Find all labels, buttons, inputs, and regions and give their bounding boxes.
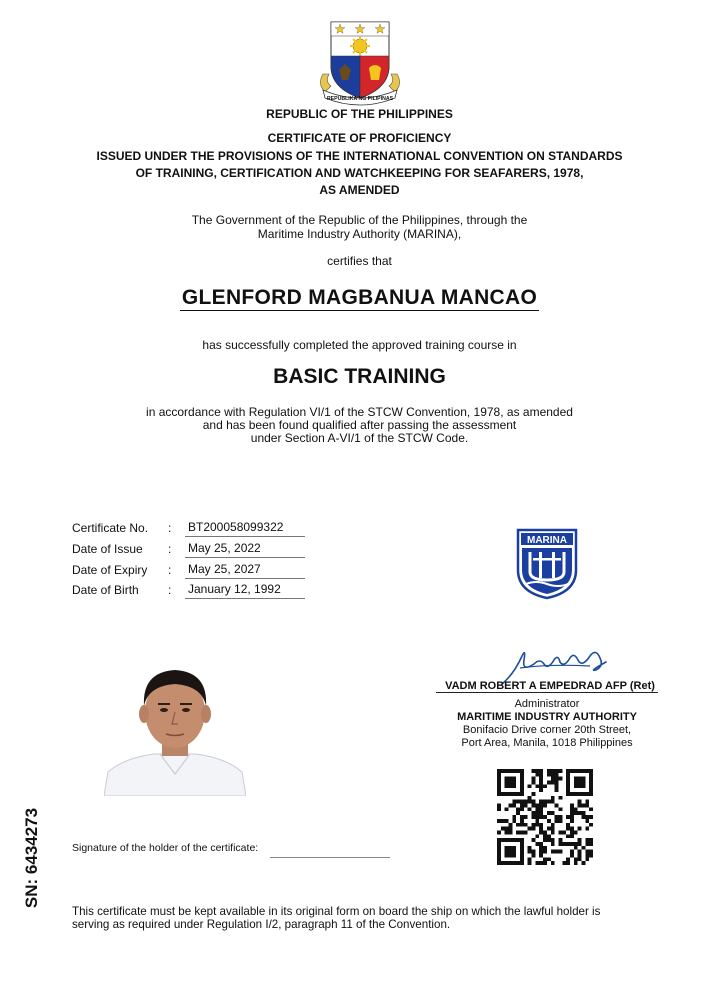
marina-logo <box>516 528 578 600</box>
serial-number <box>18 806 48 918</box>
intro-line-2: Maritime Industry Authority (MARINA), <box>257 227 462 241</box>
signatory-position: Administrator <box>514 698 580 710</box>
certifies-text: certifies that <box>327 254 392 268</box>
accordance-line-1: in accordance with Regulation VI/1 of the STCW Convention, 1978, as amended <box>146 405 573 419</box>
holder-signature-label: Signature of the holder of the certificate: <box>72 842 259 854</box>
field-colon: : <box>168 521 172 535</box>
seal-motto: REPUBLIKA NG PILIPINAS <box>326 96 394 102</box>
agency-address-2: Port Area, Manila, 1018 Philippines <box>461 737 633 749</box>
field-colon: : <box>168 563 172 577</box>
date-of-issue-label: Date of Issue <box>72 542 143 556</box>
agency-address-1: Bonifacio Drive corner 20th Street, <box>462 724 632 736</box>
certificate-no-value: BT200058099322 <box>185 519 305 537</box>
date-of-expiry-value: May 25, 2027 <box>185 561 305 579</box>
philippine-coat-of-arms <box>315 14 405 106</box>
footer-line-1: This certificate must be kept available in its original form on board the ship on which the lawful holder is <box>72 905 601 918</box>
completed-text: has successfully completed the approved training course in <box>202 338 517 352</box>
qr-code <box>497 769 593 865</box>
certificate-no-label: Certificate No. <box>72 521 149 535</box>
holder-photo <box>104 662 246 796</box>
holder-signature-line <box>270 857 390 858</box>
field-colon: : <box>168 583 172 597</box>
signatory-name: VADM ROBERT A EMPEDRAD AFP (Ret) <box>445 680 655 692</box>
course-title: BASIC TRAINING <box>273 365 446 388</box>
marina-logo-text: MARINA <box>527 535 567 546</box>
serial-number-text: SN: 6434273 <box>22 807 41 909</box>
date-of-expiry-label: Date of Expiry <box>72 563 148 577</box>
accordance-line-3: under Section A-VI/1 of the STCW Code. <box>250 431 469 445</box>
intro-line-1: The Government of the Republic of the Philippines, through the <box>191 213 528 227</box>
certificate-title: CERTIFICATE OF PROFICIENCY <box>267 131 452 145</box>
signature-line <box>436 692 658 693</box>
holder-name-text: GLENFORD MAGBANUA MANCAO <box>181 286 538 309</box>
date-of-birth-value: January 12, 1992 <box>185 581 305 599</box>
signatory-agency: MARITIME INDUSTRY AUTHORITY <box>457 711 637 723</box>
accordance-line-2: and has been found qualified after passing the assessment <box>202 418 517 432</box>
country-heading: REPUBLIC OF THE PHILIPPINES <box>266 107 453 121</box>
footer-line-2: serving as required under Regulation I/2, paragraph 11 of the Convention. <box>72 918 451 931</box>
convention-line-3: AS AMENDED <box>319 183 400 197</box>
date-of-issue-value: May 25, 2022 <box>185 540 305 558</box>
field-colon: : <box>168 542 172 556</box>
convention-line-2: OF TRAINING, CERTIFICATION AND WATCHKEEPING FOR SEAFARERS, 1978, <box>135 166 584 180</box>
convention-line-1: ISSUED UNDER THE PROVISIONS OF THE INTERNATIONAL CONVENTION ON STANDARDS <box>96 149 623 163</box>
footer-note <box>72 905 662 931</box>
holder-name <box>0 286 719 310</box>
date-of-birth-label: Date of Birth <box>72 583 139 597</box>
